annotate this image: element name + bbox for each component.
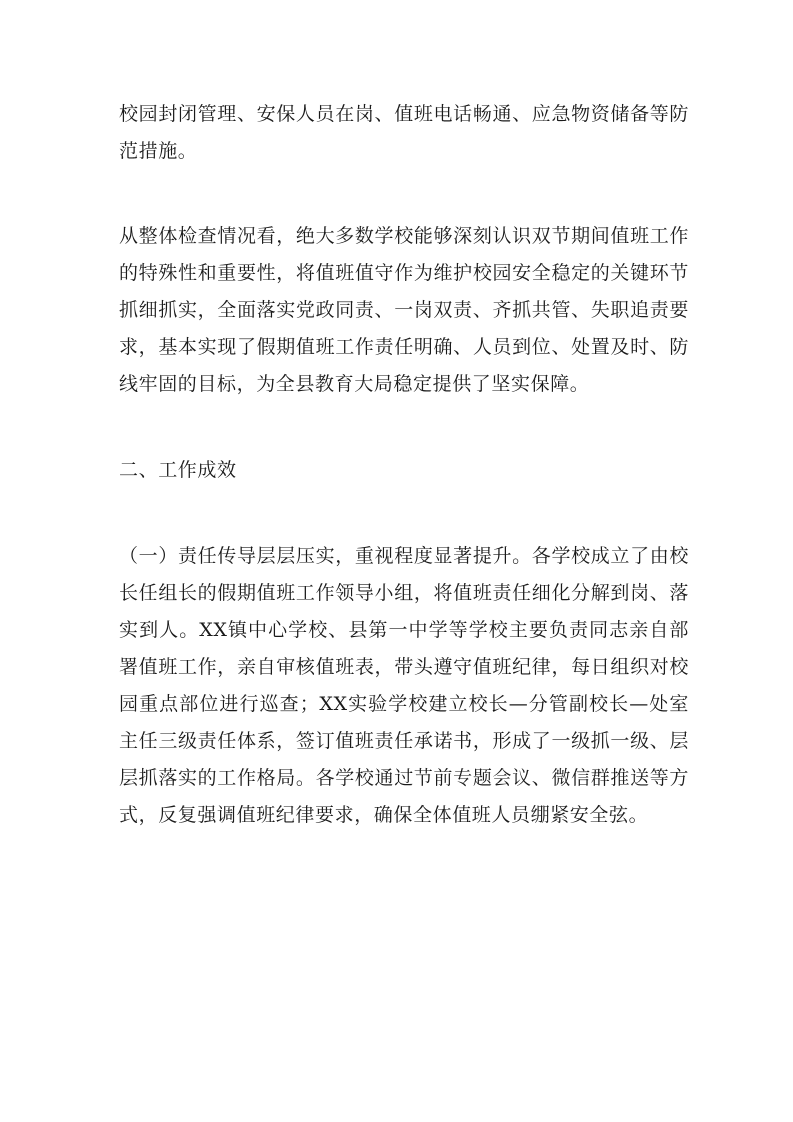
document-body [119, 96, 689, 834]
paragraph-responsibility: （一）责任传导层层压实，重视程度显著提升。各学校成立了由校长任组长的假期值班工作领导小组，将值班责任细化分解到岗、落实到人。XX镇中心学校、县第一中学等学校主要负责同志亲自部署值班工作，亲自审核值班表，带头遵守值班纪律，每日组织对校园重点部位进行巡查；XX实验学校建立校长—分管副校长—处室主任三级责任体系，签订值班责任承诺书，形成了一级抓一级、层层抓落实的工作格局。各学校通过节前专题会议、微信群推送等方式，反复强调值班纪律要求，确保全体值班人员绷紧安全弦。 [119, 545, 689, 826]
section-heading-work-results: 二、工作成效 [119, 459, 237, 481]
paragraph-inspection-summary: 从整体检查情况看，绝大多数学校能够深刻认识双节期间值班工作的特殊性和重要性，将值班值守作为维护校园安全稳定的关键环节抓细抓实，全面落实党政同责、一岗双责、齐抓共管、失职追责要求，基本实现了假期值班工作责任明确、人员到位、处置及时、防线牢固的目标，为全县教育大局稳定提供了坚实保障。 [119, 225, 689, 395]
paragraph-continuation: 校园封闭管理、安保人员在岗、值班电话畅通、应急物资储备等防范措施。 [119, 103, 689, 162]
